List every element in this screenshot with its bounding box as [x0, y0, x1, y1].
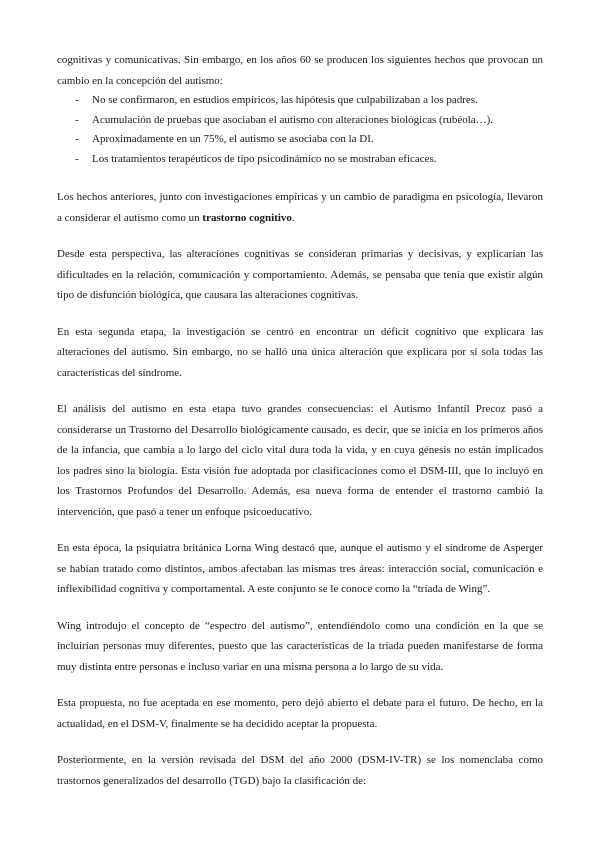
paragraph-dsm-iv-tr: Posteriormente, en la versión revisada del DSM del año 2000 (DSM-IV-TR) se los nomenclaba como trastornos generalizados del desarrollo (TGD) bajo la clasificación de: — [57, 754, 543, 787]
bullet-dash: - — [75, 94, 79, 106]
paragraph-lorna-wing: En esta época, la psiquiatra británica Lorna Wing destacó que, aunque el autismo y el síndrome de Asperger se habían tratado como distintos, ambos afectaban las mismas tres áreas: interacción social, comunicación e inflexibilidad cognitiva y comportamental. A este conjunto se le conoce como la “tríada de Wing”. — [57, 542, 543, 595]
bullet-dash: - — [75, 133, 79, 145]
paragraph-intro: cognitivas y comunicativas. Sin embargo, en los años 60 se producen los siguientes hechos que provocan un cambio en la concepción del autismo: — [57, 54, 543, 87]
paragraph-proposal: Esta propuesta, no fue aceptada en ese momento, pero dejó abierto el debate para el futuro. De hecho, en la actualidad, en el DSM-V, finalmente se ha decidido aceptar la propuesta. — [57, 697, 543, 730]
list-item: - Acumulación de pruebas que asociaban el autismo con alteraciones biológicas (rubéola…). — [57, 111, 543, 131]
paragraph-second-stage: En esta segunda etapa, la investigación se centró en encontrar un déficit cognitivo que explicara las alteraciones del autismo. Sin embargo, no se halló una única alteración que explicara por sí sola todas las características del síndrome. — [57, 325, 543, 379]
document-page — [57, 50, 543, 807]
emphasis-trastorno-cognitivo: trastorno cognitivo — [202, 211, 292, 224]
paragraph-perspective: Desde esta perspectiva, las alteraciones cognitivas se consideran primarias y decisivas, y explicarían las dificultades en la relación, comunicación y comportamiento. Además, se pensaba que tenía que existir algún tipo de disfunción biológica, que causara las alteraciones cognitivas. — [57, 248, 543, 301]
bullet-dash: - — [75, 152, 79, 165]
paragraph-spectrum: Wing introdujo el concepto de “espectro del autismo”, entendiéndolo como una condición en la que se incluirían personas muy diferentes, puesto que las características de la tríada pueden manifestarse de forma muy distinta entre personas e incluso variar en una misma persona a lo largo de su vida. — [57, 619, 543, 673]
paragraph-cognitive-disorder: Los hechos anteriores, junto con investigaciones empíricas y un cambio de paradigma en psicología, llevaron a considerar el autismo como un trastorno cognitivo. — [57, 191, 543, 224]
list-item: - No se confirmaron, en estudios empíricos, las hipótesis que culpabilizaban a los padres. — [57, 91, 543, 111]
bullet-dash: - — [75, 113, 79, 126]
bullet-list — [57, 91, 543, 169]
paragraph-consequences: El análisis del autismo en esta etapa tuvo grandes consecuencias: el Autismo Infantil Precoz pasó a considerarse un Trastorno del Desarrollo biológicamente causado, es decir, que se inicia en los primeros años de la infancia, que cambia a lo largo del ciclo vital dura toda la vida, y en cuya génesis no están implicados los padres sino la biología. Esta visión fue adoptada por clasificaciones como el DSM-III, que lo incluyó en los Trastornos Profundos del Desarrollo. Además, esa nueva forma de entender el trastorno cambió la intervención, que pasó a tener un enfoque psicoeducativo. — [57, 403, 543, 518]
list-item: - Aproximadamente en un 75%, el autismo se asociaba con la DI. — [57, 130, 543, 150]
list-item: - Los tratamientos terapéuticos de tipo psicodinámico no se mostraban eficaces. — [57, 150, 543, 170]
